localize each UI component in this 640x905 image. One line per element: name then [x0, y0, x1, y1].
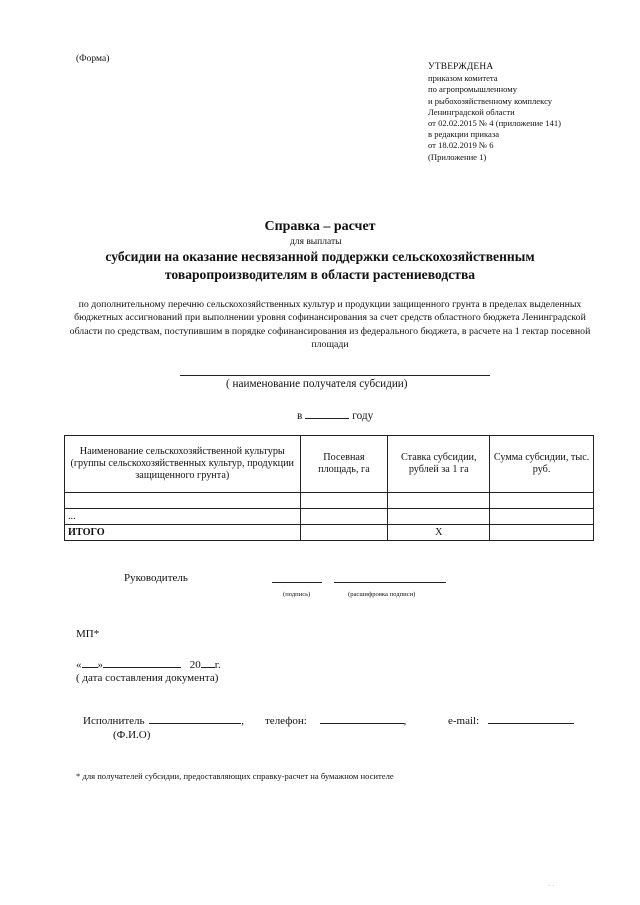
- table-header-row: [65, 436, 594, 493]
- stamp-label: МП*: [76, 628, 100, 640]
- recipient-name-line[interactable]: [180, 375, 490, 376]
- year-row: [297, 408, 373, 422]
- signature-decode-caption: (расшифровка подписи): [348, 591, 416, 598]
- approval-line: от 02.02.2015 № 4 (приложение 141): [428, 118, 561, 129]
- executor-blank[interactable]: [149, 713, 241, 724]
- approval-line: и рыбохозяйственному комплексу: [428, 95, 553, 106]
- ellipsis-cell: ...: [65, 509, 301, 525]
- date-open-quote: «: [76, 659, 82, 671]
- footnote: * для получателей субсидии, предоставляющих справку-расчет на бумажном носителе: [76, 771, 394, 781]
- table-row: [65, 509, 594, 525]
- executor-comma: ,: [241, 715, 245, 727]
- phone-blank[interactable]: [320, 713, 404, 724]
- approval-line: Ленинградской области: [428, 106, 515, 117]
- header-area: Посевная площадь, га: [300, 436, 388, 493]
- total-rate-mark: Х: [388, 525, 490, 541]
- year-prefix: в: [297, 410, 303, 422]
- signature-decode-line[interactable]: [334, 582, 446, 583]
- phone-comma: ,: [403, 715, 407, 727]
- document-title: Справка – расчет: [264, 219, 376, 234]
- year-suffix: году: [352, 410, 374, 422]
- date-caption: ( дата составления документа): [76, 672, 219, 684]
- approval-line: по агропромышленному: [428, 84, 518, 95]
- total-label: ИТОГО: [65, 525, 301, 541]
- table-cell[interactable]: [300, 493, 388, 509]
- email-row: [448, 713, 574, 727]
- table-cell[interactable]: [388, 493, 490, 509]
- table-cell[interactable]: [300, 509, 388, 525]
- executor-row: [83, 713, 244, 727]
- subsidy-table: [64, 435, 594, 541]
- form-label: (Форма): [76, 54, 110, 64]
- approval-line: от 18.02.2019 № 6: [428, 140, 494, 151]
- approval-line: приказом комитета: [428, 73, 498, 84]
- date-year-prefix: 20: [189, 659, 201, 671]
- approval-line: (Приложение 1): [428, 151, 487, 162]
- date-year-blank[interactable]: [201, 657, 215, 668]
- date-close-quote: »: [97, 659, 103, 671]
- table-cell[interactable]: [490, 509, 594, 525]
- subtitle-line-2: товаропроизводителям в области растениеводства: [164, 267, 476, 282]
- phone-label: телефон:: [265, 715, 307, 727]
- table-row: [65, 493, 594, 509]
- executor-label: Исполнитель: [83, 715, 145, 727]
- corner-mark: · ·: [548, 882, 555, 890]
- signature-line[interactable]: [272, 582, 322, 583]
- email-label: e-mail:: [448, 715, 480, 727]
- for-payment-label: для выплаты: [290, 237, 342, 247]
- table-cell[interactable]: [65, 493, 301, 509]
- date-day-blank[interactable]: [82, 657, 98, 668]
- fio-label: (Ф.И.О): [113, 729, 151, 741]
- header-sum: Сумма субсидии, тыс. руб.: [490, 436, 594, 493]
- email-blank[interactable]: [488, 713, 574, 724]
- subtitle-line-1: субсидии на оказание несвязанной поддержки сельскохозяйственным: [105, 249, 535, 264]
- header-rate: Ставка субсидии, рублей за 1 га: [388, 436, 490, 493]
- approval-line: УТВЕРЖДЕНА: [428, 62, 494, 72]
- total-row: [65, 525, 594, 541]
- description-paragraph: по дополнительному перечню сельскохозяйственных культур и продукции защищенного грунта в пределах выделенных бюджетных ассигнований при выполнении уровня софинансирования за счет средств областного бюджета Ленинградской области по средствам, поступившим в порядке софинансирования из федерального бюджета, в расчете на 1 гектар посевной площади: [69, 299, 591, 351]
- date-month-blank[interactable]: [103, 657, 181, 668]
- header-crop: Наименование сельскохозяйственной культуры (группы сельскохозяйственных культур, продукции защищенного грунта): [65, 436, 301, 493]
- year-blank[interactable]: [305, 408, 349, 419]
- recipient-caption: ( наименование получателя субсидии): [226, 378, 408, 390]
- total-sum-cell[interactable]: [490, 525, 594, 541]
- date-row: [76, 657, 221, 671]
- approval-line: в редакции приказа: [428, 129, 500, 140]
- total-area-cell[interactable]: [300, 525, 388, 541]
- table-cell[interactable]: [388, 509, 490, 525]
- signature-caption: (подпись): [283, 591, 311, 598]
- table-cell[interactable]: [490, 493, 594, 509]
- approval-block: [428, 62, 561, 163]
- date-year-suffix: г.: [214, 659, 221, 671]
- head-label: Руководитель: [124, 572, 188, 584]
- phone-row: [265, 713, 406, 727]
